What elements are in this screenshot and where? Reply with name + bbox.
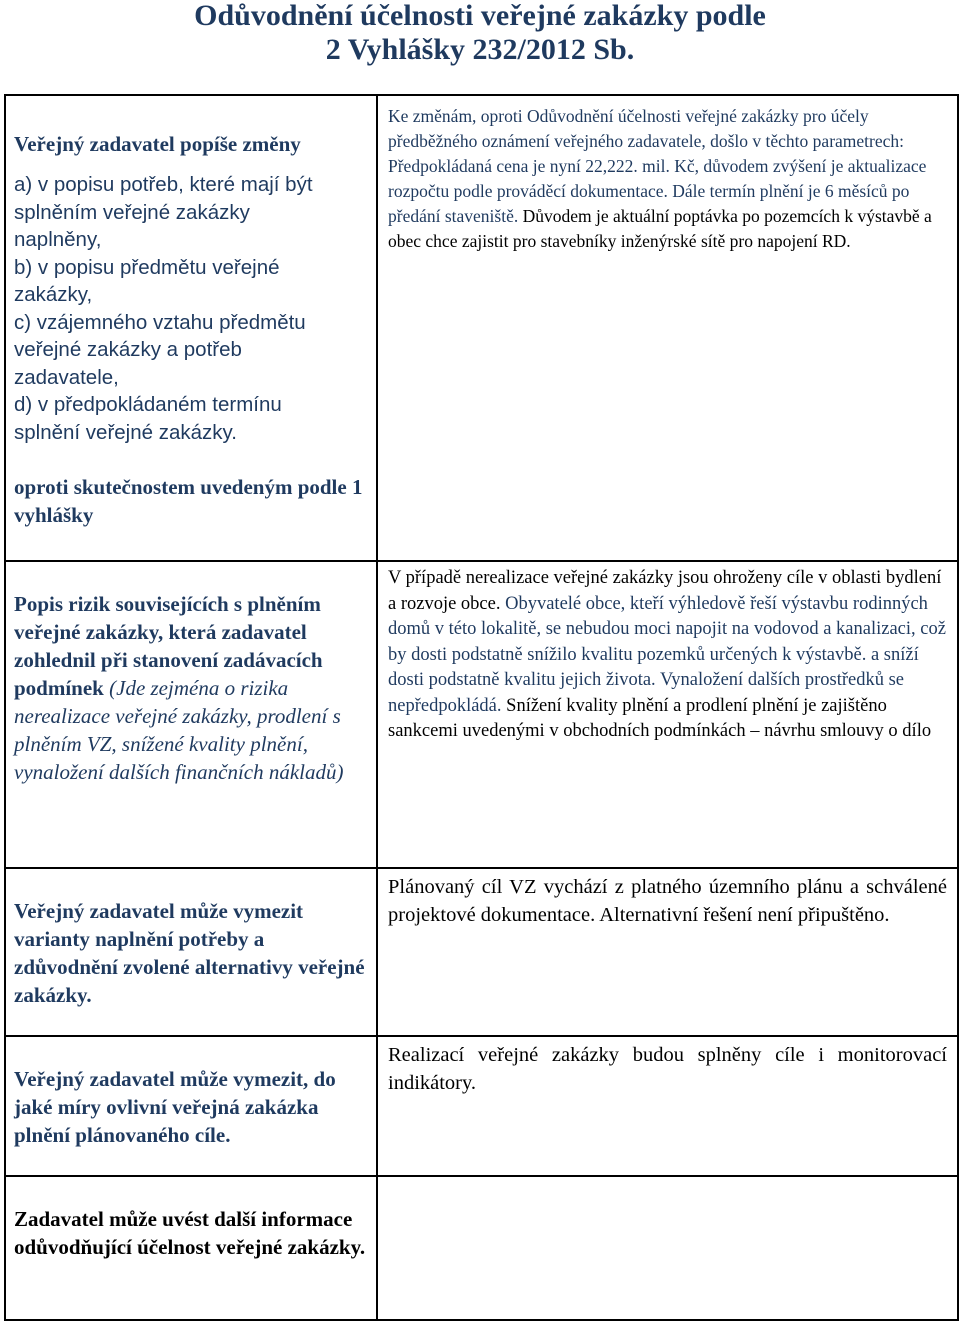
row-variants bbox=[5, 868, 958, 1036]
changes-item: a) v popisu potřeb, které mají být bbox=[14, 173, 313, 196]
cell-goal-right bbox=[377, 1036, 958, 1176]
changes-item: naplněny, bbox=[14, 228, 102, 251]
row-changes bbox=[5, 95, 958, 561]
changes-item: zadavatele, bbox=[14, 365, 119, 389]
risks-heading: Popis rizik souvisejících s plněním veřejné zakázky, která zadavatel zohlednil při stanovení zadávacích podmínek bbox=[14, 592, 323, 700]
document-title-line2: 2 Vyhlášky 232/2012 Sb. bbox=[325, 33, 635, 66]
changes-item: veřejné zakázky a potřeb bbox=[14, 338, 242, 361]
cell-variants-right bbox=[377, 868, 958, 1036]
document-title-line1: Odůvodnění účelnosti veřejné zakázky podle bbox=[194, 0, 766, 32]
goal-text: Realizací veřejné zakázky budou splněny cíle i monitorovací indikátory. bbox=[388, 1044, 947, 1094]
changes-item: d) v předpokládaném termínu bbox=[14, 393, 282, 416]
cell-changes-left bbox=[5, 95, 377, 561]
cell-risks-left bbox=[5, 561, 377, 868]
cell-variants-left bbox=[5, 868, 377, 1036]
row-goal bbox=[5, 1036, 958, 1176]
changes-text-part1: Ke změnám, oproti Odůvodnění účelnosti veřejné zakázky pro účely předběžného oznámení veřejného zadavatele, došlo v těchto parametrech: Předpokládaná cena je nyní 22,222. mil. bbox=[388, 106, 905, 176]
cell-risks-right bbox=[377, 561, 958, 868]
cell-extra-right bbox=[377, 1176, 958, 1320]
changes-item: zakázky, bbox=[14, 283, 93, 306]
changes-footer: oproti skutečnostem uvedeným podle 1 vyhlášky bbox=[14, 475, 363, 527]
row-risks bbox=[5, 561, 958, 868]
changes-item: b) v popisu předmětu veřejné bbox=[14, 255, 280, 279]
changes-text-part2: Kč, důvodem zvýšení je aktualizace rozpočtu podle prováděcí dokumentace. Dále termín plnění je 6 měsíců po předání staveniště. bbox=[388, 156, 927, 226]
extra-label: Zadavatel může uvést další informace odůvodňující účelnost veřejné zakázky. bbox=[14, 1207, 366, 1259]
risks-text-part3: Snížení kvality plnění a prodlení plnění je zajištěno sankcemi uvedenými v obchodních podmínkách – návrhu smlouvy o dílo bbox=[388, 695, 932, 741]
risks-text-part1: V případě nerealizace veřejné zakázky jsou ohroženy cíle v oblasti bydlení a rozvoje obce. bbox=[388, 568, 942, 614]
risks-text-part2: Obyvatelé obce, kteří výhledově řeší výstavbu rodinných domů v této lokalitě, se nebudou moci napojit na vodovod a kanalizaci, což by dosti podstatně snížilo kvalitu pozemků určených k výstavbě. a sníží dosti podstatně kvalitu jejich života. Vynaložení dalších prostředků se nepředpokládá. bbox=[388, 593, 946, 716]
changes-item: splnění veřejné zakázky. bbox=[14, 420, 237, 444]
changes-description bbox=[378, 96, 957, 254]
variants-text: Plánovaný cíl VZ vychází z platného územního plánu a schválené projektové dokumentace. Alternativní řešení není připuštěno. bbox=[388, 876, 947, 926]
changes-heading: Veřejný zadavatel popíše změny bbox=[14, 132, 301, 156]
cell-extra-left bbox=[5, 1176, 377, 1320]
risks-description bbox=[378, 562, 957, 745]
cell-changes-right bbox=[377, 95, 958, 561]
justification-table bbox=[4, 94, 959, 1321]
changes-item: splněním veřejné zakázky bbox=[14, 200, 250, 224]
changes-item: c) vzájemného vztahu předmětu bbox=[14, 310, 306, 334]
goal-label: Veřejný zadavatel může vymezit, do jaké míry ovlivní veřejná zakázka plnění plánovaného cíle. bbox=[14, 1067, 336, 1147]
changes-text-part3: Důvodem je aktuální poptávka po pozemcích k výstavbě a obec chce zajistit pro stavebníky inženýrské sítě pro napojení RD. bbox=[388, 206, 932, 251]
cell-goal-left bbox=[5, 1036, 377, 1176]
risks-description-label bbox=[6, 562, 376, 786]
variants-label: Veřejný zadavatel může vymezit varianty naplnění potřeby a zdůvodnění zvolené alternativy veřejné zakázky. bbox=[14, 899, 365, 1007]
row-extra bbox=[5, 1176, 958, 1320]
risks-note: (Jde zejména o rizika nerealizace veřejné zakázky, prodlení s plněním VZ, snížené kvality plnění, vynaložení dalších finančních nákladů) bbox=[14, 676, 344, 784]
changes-items bbox=[6, 171, 376, 446]
